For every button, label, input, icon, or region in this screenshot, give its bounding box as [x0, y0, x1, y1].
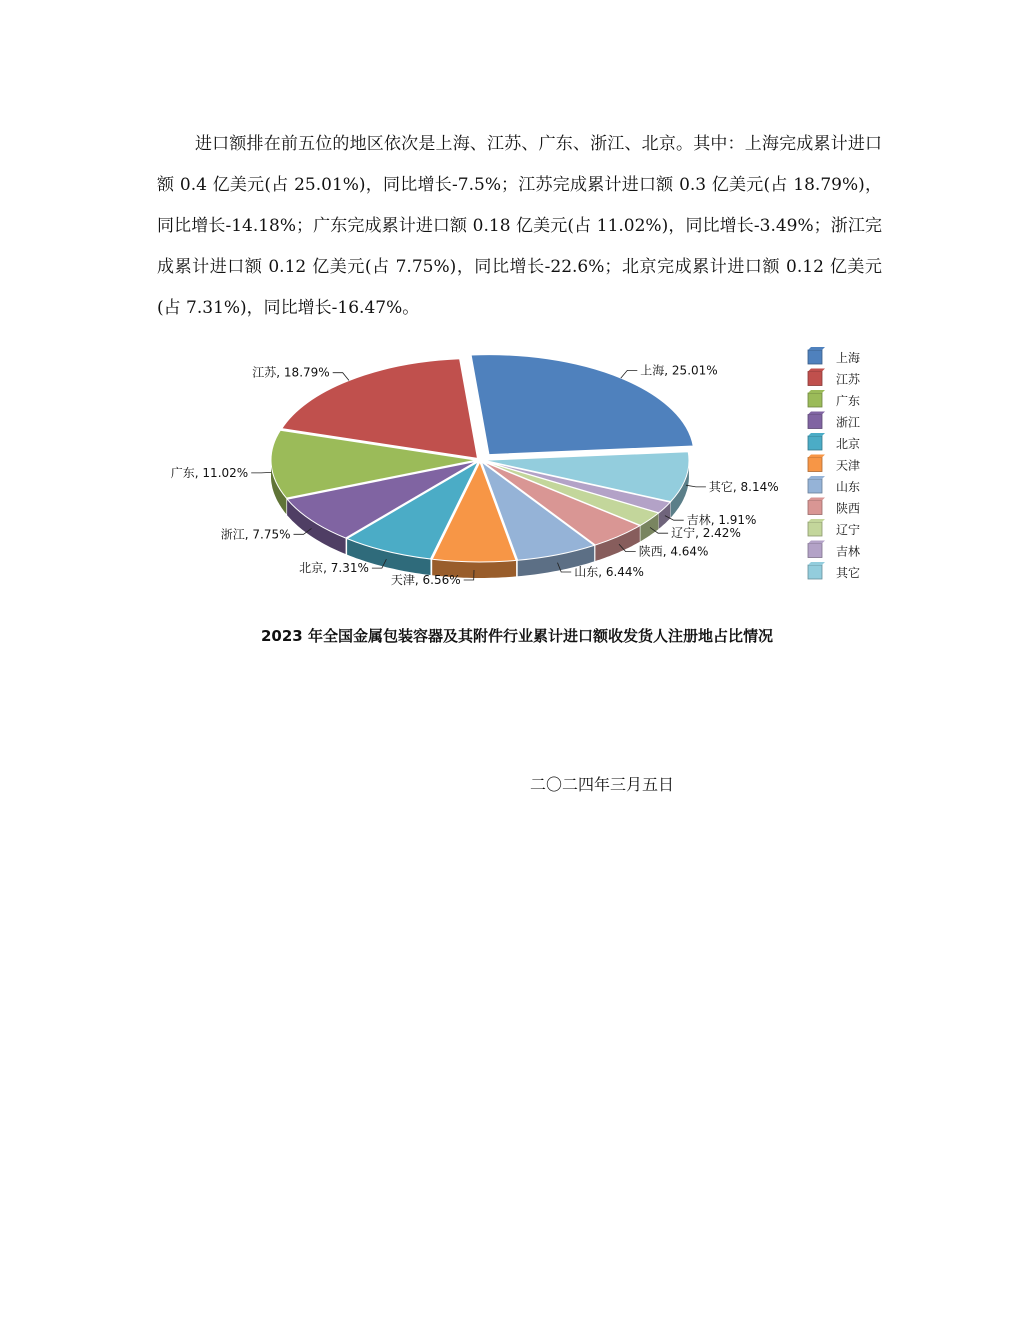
- legend-swatch-7: [808, 501, 822, 515]
- legend-swatch-10: [808, 565, 822, 579]
- chart-caption: 2023 年全国金属包装容器及其附件行业累计进口额收发货人注册地占比情况: [261, 627, 773, 645]
- legend-swatch-top-6: [808, 476, 825, 479]
- slice-0-label: 上海, 25.01%: [640, 363, 718, 378]
- legend-swatch-6: [808, 479, 822, 493]
- slice-9-leader: [251, 472, 271, 473]
- legend-swatch-top-10: [808, 562, 825, 565]
- legend-swatch-top-7: [808, 498, 825, 501]
- slice-4-label: 陕西, 4.64%: [638, 544, 709, 559]
- legend-swatch-5: [808, 458, 822, 472]
- chart-legend: [808, 347, 861, 580]
- slice-9-label: 广东, 11.02%: [170, 465, 249, 480]
- legend-label-0: 上海: [836, 351, 861, 365]
- slice-0-leader: [621, 370, 638, 378]
- legend-swatch-3: [808, 415, 822, 429]
- slice-6-label: 天津, 6.56%: [390, 573, 461, 587]
- legend-swatch-9: [808, 544, 822, 558]
- legend-label-9: 吉林: [836, 544, 861, 559]
- legend-swatch-0: [808, 350, 822, 364]
- body-paragraph: 进口额排在前五位的地区依次是上海、江苏、广东、浙江、北京。其中：上海完成累计进口额 0.4 亿美元(占 25.01%)，同比增长-7.5%；江苏完成累计进口额 0.3 亿美元(占 18.79%)，同比增长-14.18%；广东完成累计进口额 0.18 亿美元(占 11.02%)，同比增长-3.49%；浙江完成累计进口额 0.12 亿美元(占 7.75%)，同比增长-22.6%；北京完成累计进口额 0.12 亿美元(占 7.31%)，同比增长-16.47%。: [157, 134, 882, 318]
- legend-swatch-4: [808, 436, 822, 450]
- legend-swatch-top-4: [808, 433, 825, 436]
- legend-label-10: 其它: [836, 566, 861, 580]
- slice-1-label: 其它, 8.14%: [708, 479, 779, 494]
- legend-label-3: 浙江: [836, 415, 861, 430]
- document-date: 二〇二四年三月五日: [530, 775, 675, 794]
- legend-swatch-top-1: [808, 369, 825, 372]
- legend-label-2: 广东: [836, 394, 861, 408]
- pie-chart: [160, 345, 880, 610]
- slice-3-label: 辽宁, 2.42%: [671, 526, 741, 541]
- legend-label-8: 辽宁: [836, 523, 861, 537]
- legend-swatch-top-9: [808, 541, 825, 544]
- slice-8-label: 浙江, 7.75%: [220, 527, 291, 542]
- legend-label-6: 山东: [836, 480, 861, 494]
- legend-label-1: 江苏: [836, 372, 861, 387]
- slice-1-leader: [686, 485, 706, 487]
- legend-swatch-1: [808, 372, 822, 386]
- slice-10-leader: [333, 373, 349, 381]
- legend-swatch-top-5: [808, 455, 825, 458]
- legend-swatch-top-0: [808, 347, 825, 350]
- legend-label-7: 陕西: [836, 501, 861, 516]
- legend-label-5: 天津: [836, 458, 861, 473]
- legend-swatch-top-8: [808, 519, 825, 522]
- legend-swatch-top-3: [808, 412, 825, 415]
- legend-label-4: 北京: [836, 437, 861, 451]
- slice-10-label: 江苏, 18.79%: [252, 365, 330, 380]
- slice-5-label: 山东, 6.44%: [574, 565, 644, 579]
- slice-7-label: 北京, 7.31%: [299, 561, 369, 576]
- legend-swatch-8: [808, 522, 822, 536]
- slice-2-label: 吉林, 1.91%: [686, 513, 757, 528]
- legend-swatch-2: [808, 393, 822, 407]
- legend-swatch-top-2: [808, 390, 825, 393]
